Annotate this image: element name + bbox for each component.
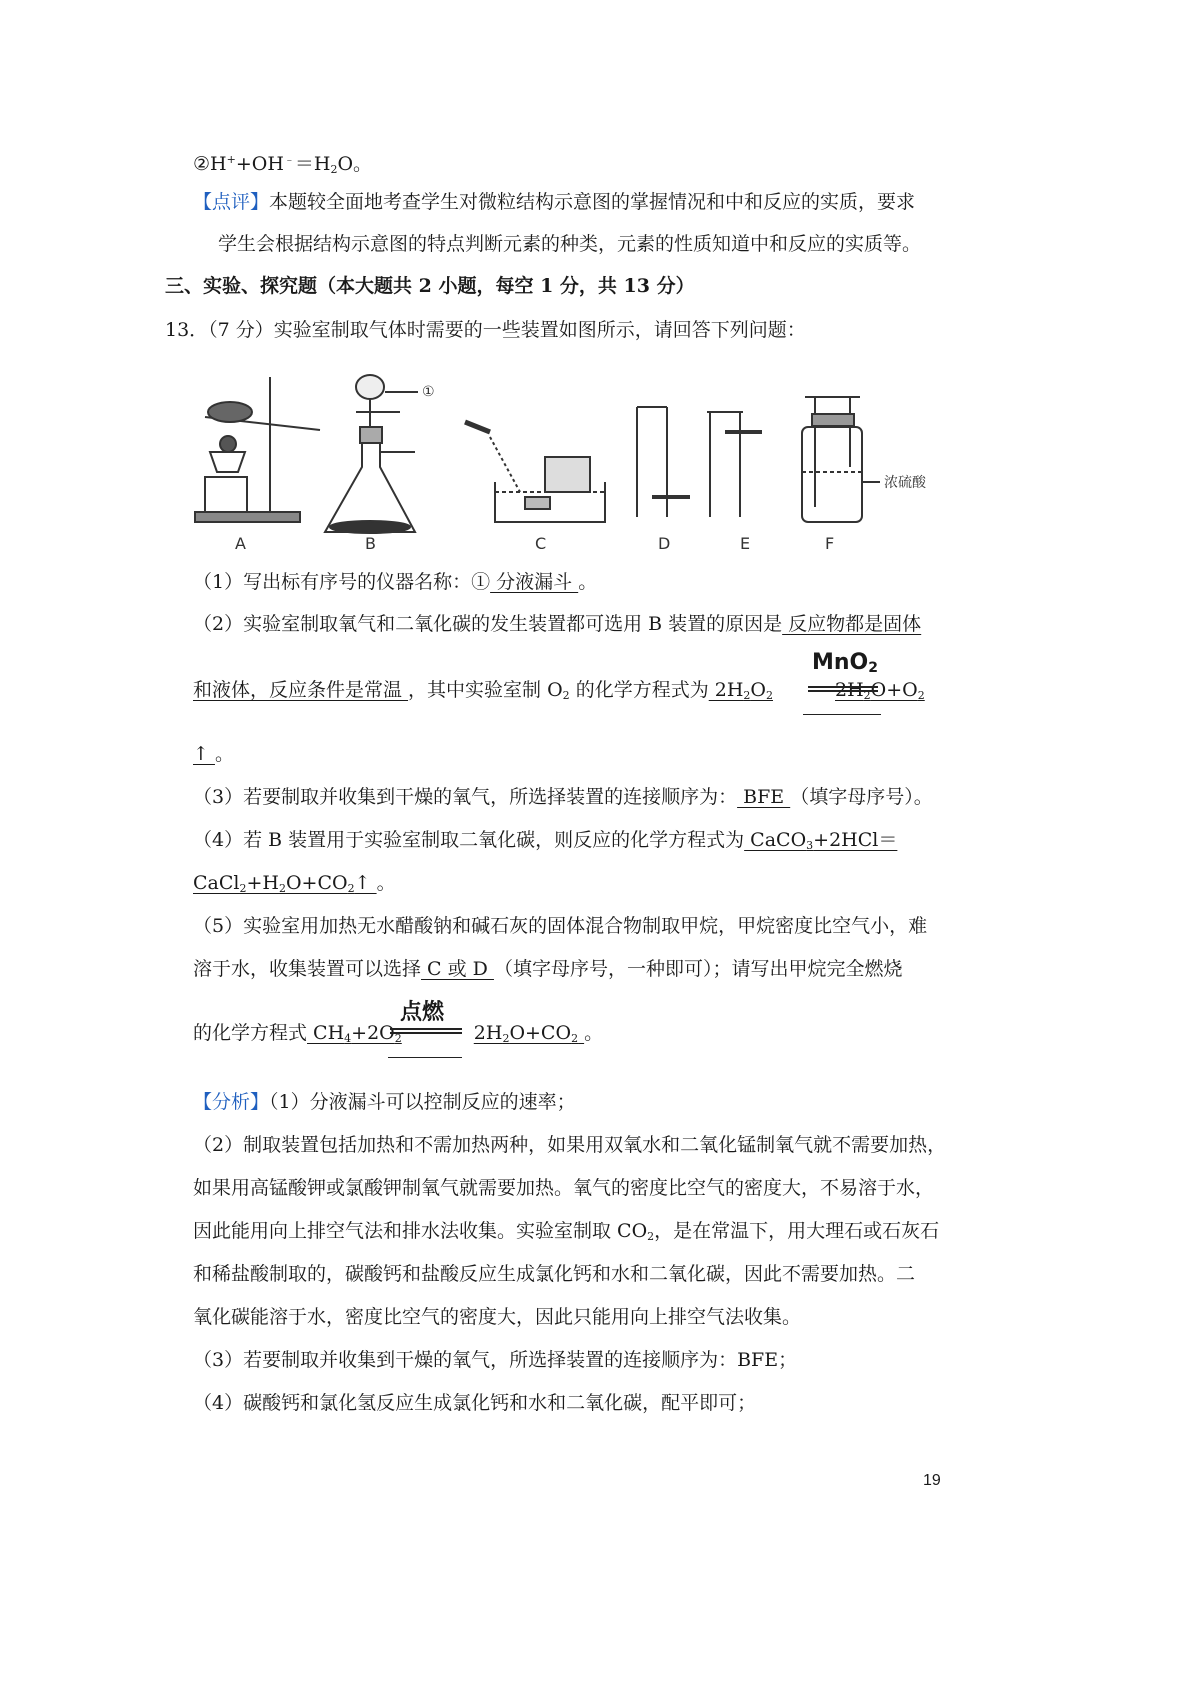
catalyst-condition: MnO$_2$ (812, 650, 879, 676)
figure-label-c: C (535, 534, 547, 553)
analysis-tag: 【分析】 (193, 1091, 270, 1113)
equation-double-bar-bottom (808, 690, 878, 692)
analysis-line-5: 和稀盐酸制取的，碳酸钙和盐酸反应生成氯化钙和水和二氧化碳，因此不需要加热。二 (193, 1263, 916, 1285)
answer-4a: CaCO$_3$+2HCl＝ (744, 829, 898, 852)
section-heading: 三、实验、探究题（本大题共 2 小题，每空 1 分，共 13 分） (165, 275, 695, 297)
answer-3: BFE (737, 786, 791, 808)
subquestion-4-line1: （4）若 B 装置用于实验室制取二氧化碳，则反应的化学方程式为 CaCO$_3$+2HCl＝ (193, 829, 898, 852)
apparatus-c (465, 422, 605, 522)
answer-underline-blank (803, 714, 881, 715)
analysis-line-2: （2）制取装置包括加热和不需加热两种，如果用双氧水和二氧化锰制氧气就不需要加热， (193, 1134, 947, 1156)
analysis-line-1: 【分析】（1）分液漏斗可以控制反应的速率； (193, 1091, 576, 1113)
answer-5b-product: $2H_2O+CO_2$ (473, 1022, 579, 1045)
answer-2c-reactant: $2H_2O_2$ (708, 679, 773, 702)
analysis-line-6: 氧化碳能溶于水，密度比空气的密度大，因此只能用向上排空气法收集。 (193, 1306, 802, 1328)
equation-double-bar-top-2 (390, 1028, 462, 1030)
apparatus-d (637, 407, 690, 517)
apparatus-b (325, 375, 418, 533)
subquestion-5-line3: 的化学方程式 $CH_4+2O_2$ $2H_2O+CO_2$ 。 (193, 1022, 604, 1045)
answer-2b: 和液体，反应条件是常温 (193, 679, 409, 701)
apparatus-a (195, 377, 320, 522)
figure-label-a: A (235, 534, 246, 553)
analysis-line-7: （3）若要制取并收集到干燥的氧气，所选择装置的连接顺序为：BFE； (193, 1349, 798, 1371)
apparatus-figure (190, 372, 940, 562)
answer-4b: $CaCl_2+H_2O+CO_2↑$ (193, 872, 377, 895)
figure-label-b: B (365, 534, 376, 553)
ionic-equation-line: $②H^++OH^﹣=H_2O$。 (193, 153, 373, 176)
equation-double-bar-bottom-2 (390, 1032, 462, 1034)
subquestion-2-line1: （2）实验室制取氧气和二氧化碳的发生装置都可选用 B 装置的原因是 反应物都是固体 (193, 613, 922, 635)
figure-f-label: 浓硫酸 (884, 475, 926, 491)
figure-label-d: D (658, 534, 671, 553)
apparatus-e (707, 412, 762, 517)
answer-2c-product: $2H_2O+O_2$ (835, 679, 925, 702)
subquestion-4-line2: $CaCl_2+H_2O+CO_2↑$ 。 (193, 872, 396, 895)
subquestion-3: （3）若要制取并收集到干燥的氧气，所选择装置的连接顺序为： BFE （填字母序号）。 (193, 786, 933, 808)
apparatus-f (802, 397, 880, 522)
answer-underline-blank-2 (388, 1057, 462, 1058)
subquestion-2-line3: ↑ 。 (193, 743, 234, 765)
comment-tag: 【点评】 (193, 191, 270, 213)
figure-callout: ① (422, 384, 435, 400)
question-13-stem: 13．（7 分）实验室制取气体时需要的一些装置如图所示，请回答下列问题： (165, 319, 806, 341)
answer-2a: 反应物都是固体 (782, 613, 922, 635)
analysis-line-3: 如果用高锰酸钾或氯酸钾制氧气就需要加热。氧气的密度比空气的密度大，不易溶于水， (193, 1177, 935, 1199)
figure-label-f: F (825, 534, 835, 553)
ignition-condition: 点燃 (400, 1000, 445, 1025)
subquestion-2-line2: 和液体，反应条件是常温 ，其中实验室制 $O_2$ 的化学方程式为 $2H_2O_2$ $2H_2O+O_2$ (193, 679, 925, 702)
answer-1: 分液漏斗 (490, 571, 579, 593)
comment-line-1: 【点评】本题较全面地考查学生对微粒结构示意图的掌握情况和中和反应的实质，要求 (193, 191, 916, 213)
gas-arrow: ↑ (193, 743, 215, 765)
equation-double-bar-top (808, 686, 878, 688)
page-number: 19 (923, 1472, 941, 1489)
comment-line-2: 学生会根据结构示意图的特点判断元素的种类，元素的性质知道中和反应的实质等。 (218, 233, 922, 255)
analysis-line-4: 因此能用向上排空气法和排水法收集。实验室制取 $CO_2$，是在常温下，用大理石或石灰石 (193, 1220, 940, 1243)
subquestion-1: （1）写出标有序号的仪器名称：① 分液漏斗 。 (193, 571, 598, 593)
subquestion-5-line1: （5）实验室用加热无水醋酸钠和碱石灰的固体混合物制取甲烷，甲烷密度比空气小，难 (193, 915, 928, 937)
subquestion-5-line2: 溶于水，收集装置可以选择 C 或 D （填字母序号，一种即可）；请写出甲烷完全燃烧 (193, 958, 903, 980)
analysis-line-8: （4）碳酸钙和氯化氢反应生成氯化钙和水和二氧化碳，配平即可； (193, 1392, 757, 1414)
figure-label-e: E (740, 534, 751, 553)
answer-5b-reactant: $CH_4+2O_2$ (307, 1022, 402, 1045)
answer-5a: C 或 D (421, 958, 494, 980)
